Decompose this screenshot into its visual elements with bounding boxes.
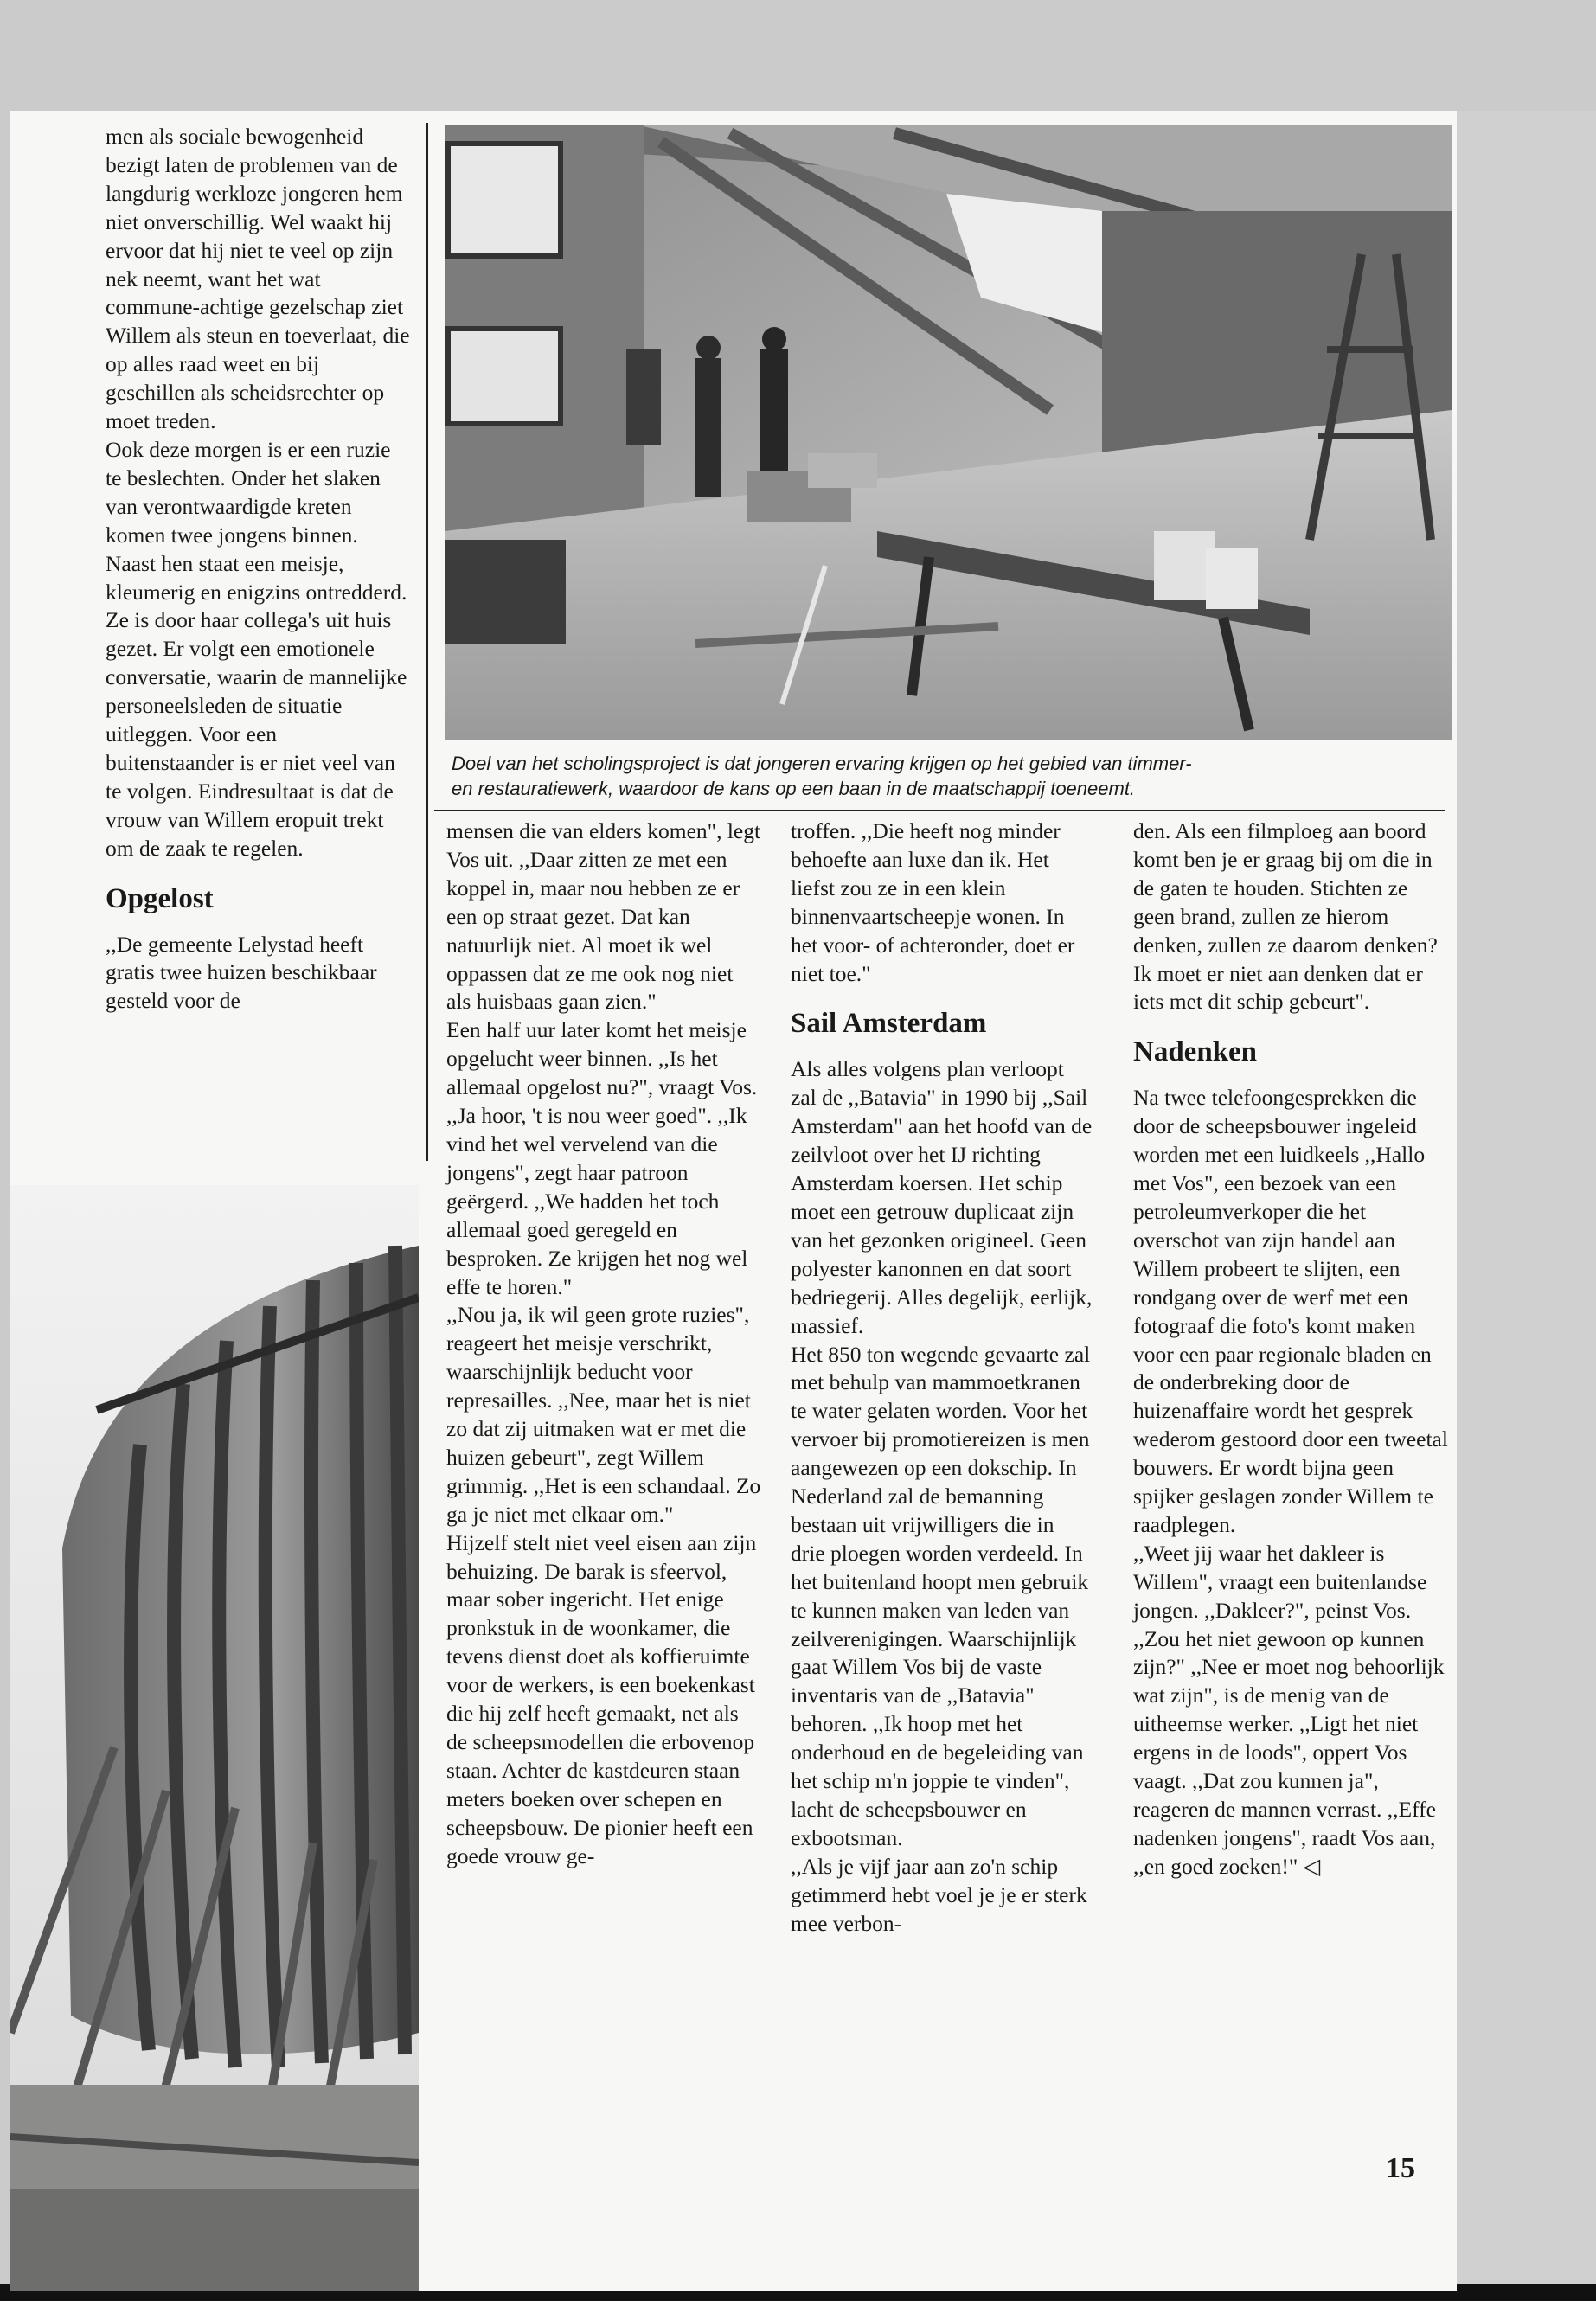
article-column-4 bbox=[1133, 817, 1453, 1881]
caption-divider bbox=[434, 810, 1445, 811]
paragraph: den. Als een filmploeg aan boord komt ben je er graag bij om die in de gaten te houden. Stichten ze geen brand, zullen ze hierom denken, zullen ze daarom denken? Ik moet er niet aan denken dat er iets met dit schip gebeurt". bbox=[1133, 818, 1438, 1015]
paragraph: men als sociale bewogenheid bezigt laten de problemen van de langdurig werkloze jongeren hem niet onverschillig. Wel waakt hij ervoor dat hij niet te veel op zijn nek neemt, want het wat commune-achtige gezelschap ziet Willem als steun en toeverlaat, die op alles raad weet en bij geschillen als scheidsrechter op moet treden. bbox=[106, 124, 410, 434]
article-column-2 bbox=[446, 817, 761, 1871]
workshop-attic-illustration bbox=[445, 125, 1452, 740]
article-column-1 bbox=[106, 123, 410, 1016]
subheading-nadenken: Nadenken bbox=[1133, 1036, 1258, 1068]
caption-line-2: en restauratiewerk, waardoor de kans op een baan in de maatschappij toeneemt. bbox=[452, 778, 1136, 799]
caption-line-1: Doel van het scholingsproject is dat jongeren ervaring krijgen op het gebied van timmer- bbox=[452, 753, 1192, 774]
paragraph: Als alles volgens plan verloopt zal de ,,Batavia" in 1990 bij ,,Sail Amsterdam" aan het hoofd van de zeilvloot over het IJ richting Amsterdam koersen. Het schip moet een getrouw duplicaat zijn van het gezonken origineel. Geen polyester kanonnen en dat soort bedriegerij. Alles degelijk, eerlijk, massief. bbox=[791, 1056, 1093, 1338]
paragraph: ,,Nou ja, ik wil geen grote ruzies", reageert het meisje verschrikt, waarschijnlijk beducht voor represailles. ,,Nee, maar het is niet zo dat zij uitmaken wat er met die huizen gebeurt", zegt Willem grimmig. ,,Het is een schandaal. Zo ga je niet met elkaar om." bbox=[446, 1302, 761, 1527]
paragraph: Hijzelf stelt niet veel eisen aan zijn behuizing. De barak is sfeervol, maar sober ingericht. Het enige pronkstuk in de woonkamer, die tevens dienst doet als koffieruimte voor de werkers, is een boekenkast die hij zelf heeft gemaakt, net als de scheepsmodellen die erbovenop staan. Achter de kastdeuren staan meters boeken over schepen en scheepsbouw. De pionier heeft een goede vrouw ge- bbox=[446, 1529, 757, 1868]
subheading-opgelost: Opgelost bbox=[106, 882, 214, 914]
magazine-page bbox=[10, 111, 1457, 2291]
paragraph: Ook deze morgen is er een ruzie te beslechten. Onder het slaken van verontwaardigde kreten komen twee jongens binnen. Naast hen staat een meisje, kleumerig en enigzins ontredderd. Ze is door haar collega's uit huis gezet. Er volgt een emotionele conversatie, waarin de mannelijke personeelsleden de situatie uitleggen. Voor een buitenstaander is er niet veel van te volgen. Eindresultaat is dat de vrouw van Willem eropuit trekt om de zaak te regelen. bbox=[106, 436, 407, 861]
photo-caption bbox=[452, 751, 1446, 801]
ship-hull-illustration bbox=[10, 1185, 419, 2291]
paragraph: Een half uur later komt het meisje opgelucht weer binnen. ,,Is het allemaal opgelost nu?", vraagt Vos. ,,Ja hoor, 't is nou weer goed". ,,Ik vind het wel vervelend van die jongens", zegt haar patroon geërgerd. ,,We hadden het toch allemaal goed geregeld en besproken. Ze krijgen het nog wel effe te horen." bbox=[446, 1017, 758, 1299]
paragraph: ,,De gemeente Lelystad heeft gratis twee huizen beschikbaar gesteld voor de bbox=[106, 931, 377, 1014]
article-column-3 bbox=[791, 817, 1093, 1939]
paragraph: Na twee telefoongesprekken die door de scheepsbouwer ingeleid worden met een luidkeels ,,Hallo met Vos", een bezoek van een petroleumverkoper die het overschot van zijn handel aan Willem probeert te slijten, een rondgang over de werf met een fotograaf die foto's komt maken voor een paar regionale bladen en de onderbreking door de huizenaffaire wordt het gesprek wederom gestoord door een tweetal bouwers. Er wordt bijna geen spijker geslagen zonder Willem te raadplegen. bbox=[1133, 1085, 1448, 1537]
scan-border-top bbox=[0, 0, 1596, 111]
scan-border-left bbox=[0, 111, 10, 2301]
paragraph: troffen. ,,Die heeft nog minder behoefte aan luxe dan ik. Het liefst zou ze in een klein binnenvaartscheepje wonen. In het voor- of achteronder, doet er niet toe." bbox=[791, 818, 1075, 986]
subheading-sail-amsterdam: Sail Amsterdam bbox=[791, 1008, 987, 1040]
column-divider bbox=[426, 123, 428, 1161]
paragraph: ,,Weet jij waar het dakleer is Willem", vraagt een buitenlandse jongen. ,,Dakleer?", peinst Vos. ,,Zou het niet gewoon op kunnen zijn?" ,,Nee er moet nog behoorlijk wat zijn", is de menig van de uitheemse werker. ,,Ligt het niet ergens in de loods", oppert Vos vaagt. ,,Dat zou kunnen ja", reageren de mannen verrast. ,,Effe nadenken jongens", raadt Vos aan, ,,en goed zoeken!" ◁ bbox=[1133, 1540, 1445, 1879]
paragraph: ,,Als je vijf jaar aan zo'n schip getimmerd hebt voel je je er sterk mee verbon- bbox=[791, 1853, 1087, 1936]
page-number: 15 bbox=[1386, 2152, 1415, 2184]
paragraph: Het 850 ton wegende gevaarte zal met behulp van mammoetkranen te water gelaten worden. Voor het vervoer bij promotiereizen is men aangewezen op een dokschip. In Nederland zal de bemanning bestaan uit vrijwilligers die in drie ploegen worden verdeeld. In het buitenland hoopt men gebruik te kunnen maken van leden van zeilverenigingen. Waarschijnlijk gaat Willem Vos bij de vaste inventaris van de ,,Batavia" behoren. ,,Ik hoop met het onderhoud en de begeleiding van het schip m'n joppie te vinden", lacht de scheepsbouwer en exbootsman. bbox=[791, 1341, 1091, 1850]
paragraph: mensen die van elders komen", legt Vos uit. ,,Daar zitten ze met een koppel in, maar nou hebben ze er een op straat gezet. Dat kan natuurlijk niet. Al moet ik wel oppassen dat ze me ook nog niet als huisbaas gaan zien." bbox=[446, 818, 761, 1015]
workshop-attic-photo bbox=[445, 125, 1452, 740]
scan-border-right bbox=[1457, 111, 1596, 2301]
ship-hull-frames-photo bbox=[10, 1185, 419, 2291]
